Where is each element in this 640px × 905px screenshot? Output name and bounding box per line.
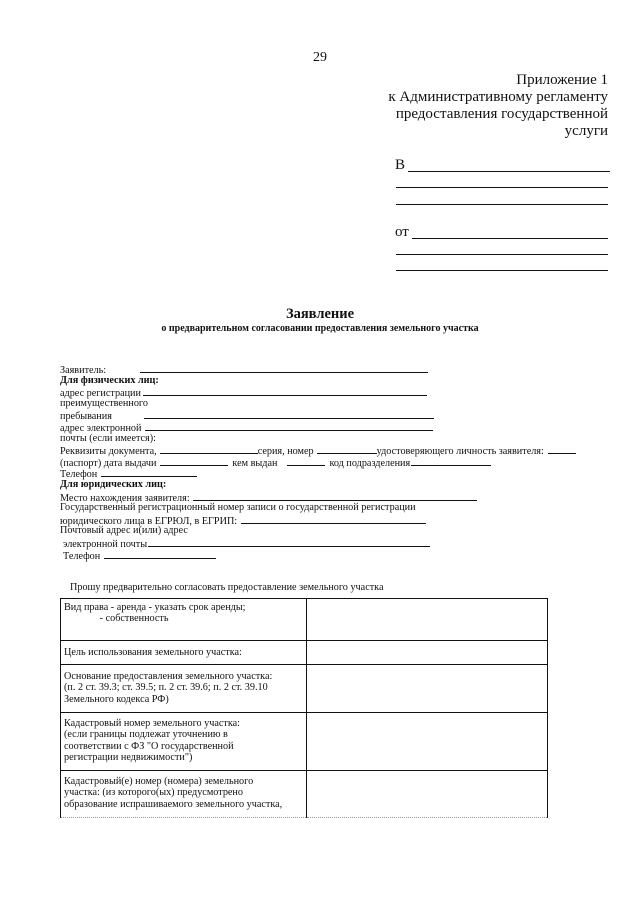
row-label-line: (если границы подлежат уточнению в	[64, 729, 228, 741]
row-label-cell	[61, 665, 307, 713]
applicant-field[interactable]	[140, 363, 428, 373]
applicant-label: Заявитель:	[60, 365, 107, 376]
table-row	[61, 713, 548, 771]
location-field[interactable]	[193, 491, 477, 501]
passport-date-field[interactable]	[160, 456, 228, 466]
row-label-line: Основание предоставления земельного участка:	[64, 671, 273, 682]
row-label-cell	[61, 713, 307, 771]
page-number: 29	[313, 50, 327, 65]
identity-field[interactable]	[548, 444, 576, 454]
division-code-field[interactable]	[411, 456, 491, 466]
appendix-line-4: услуги	[564, 123, 608, 139]
table-row	[61, 641, 548, 665]
from-field-line-3[interactable]	[396, 270, 608, 271]
table-row	[61, 599, 548, 641]
row-value-cell[interactable]	[307, 599, 548, 641]
division-code-label: код подразделения	[329, 457, 411, 469]
appendix-heading	[308, 72, 608, 140]
row-value-cell[interactable]	[307, 771, 548, 818]
legal-heading: Для юридических лиц:	[60, 478, 167, 490]
row-value-cell[interactable]	[307, 641, 548, 665]
pref-stay-label-2: пребывания	[60, 411, 112, 423]
from-field-line-1[interactable]	[412, 238, 608, 239]
series-number-field[interactable]	[317, 444, 377, 454]
doc-requisites-label: Реквизиты документа,	[60, 446, 157, 458]
state-reg-label-2: юридического лица в ЕГРЮЛ, в ЕГРИП:	[60, 515, 238, 527]
passport-date-label: (паспорт) дата выдачи	[60, 457, 157, 469]
identity-label: удостоверяющего личность заявителя:	[376, 446, 544, 458]
appendix-line-3: предоставления государственной	[395, 106, 608, 122]
document-subtitle: о предварительном согласовании предоставления земельного участка	[161, 323, 479, 334]
row-label-line: Кадастровый номер земельного участка:	[64, 718, 241, 729]
row-label-cell	[61, 771, 307, 818]
postal-label-1: Почтовый адрес и(или) адрес	[60, 525, 188, 537]
row-label-line: участка: (из которого(ых) предусмотрено	[64, 787, 243, 799]
land-plot-table	[60, 598, 548, 818]
row-value-cell[interactable]	[307, 665, 548, 713]
from-label: от	[395, 224, 409, 240]
applicant-form	[60, 363, 620, 560]
to-label: В	[395, 157, 406, 173]
row-value-cell[interactable]	[307, 713, 548, 771]
pref-stay-label-1: преимущественного	[60, 397, 148, 409]
reg-address-field[interactable]	[143, 386, 427, 396]
row-label-line: Вид права - аренда - указать срок аренды;	[64, 602, 246, 613]
row-label-cell	[61, 641, 307, 665]
doc-requisites-field[interactable]	[160, 444, 258, 454]
row-label-line: - собственность	[64, 613, 169, 625]
phone-field-2[interactable]	[104, 549, 216, 559]
row-label-line: Цель использования земельного участка:	[64, 647, 242, 658]
phone-label-2: Телефон	[63, 550, 101, 562]
phone-label: Телефон	[60, 469, 98, 481]
row-label-line: соответствии с ФЗ "О государственной	[64, 740, 234, 752]
row-label-line: Кадастровый(е) номер (номера) земельного	[64, 776, 254, 787]
email-label-2: почты (если имеется):	[60, 432, 156, 444]
postal-field[interactable]	[148, 537, 430, 547]
to-field-line-3[interactable]	[396, 204, 608, 205]
row-label-line: образование испрашиваемого земельного участка,	[64, 798, 283, 810]
to-field-line-2[interactable]	[396, 187, 608, 188]
issued-by-label: кем выдан	[232, 457, 278, 469]
state-reg-label-1: Государственный регистрационный номер записи о государственной регистрации	[60, 502, 416, 514]
row-label-line: регистрации недвижимости")	[64, 752, 193, 764]
row-label-line: Земельного кодекса РФ)	[64, 693, 169, 705]
issued-by-field[interactable]	[287, 456, 325, 466]
series-number-label: серия, номер	[257, 446, 314, 458]
phone-field[interactable]	[101, 467, 197, 477]
to-field-line-1[interactable]	[408, 171, 610, 172]
email-field[interactable]	[145, 421, 433, 431]
pref-stay-field[interactable]	[144, 409, 434, 419]
state-reg-field[interactable]	[241, 514, 426, 524]
email-label-1: адрес электронной	[60, 422, 142, 434]
appendix-line-2: к Административному регламенту	[388, 89, 608, 105]
request-text: Прошу предварительно согласовать предоставление земельного участка	[70, 582, 384, 593]
appendix-line-1: Приложение 1	[516, 72, 608, 88]
individuals-heading: Для физических лиц:	[60, 374, 159, 386]
row-label-line: (п. 2 ст. 39.3; ст. 39.5; п. 2 ст. 39.6; п. 2 ст. 39.10	[64, 682, 268, 694]
table-row	[61, 771, 548, 818]
table-row	[61, 665, 548, 713]
location-label: Место нахождения заявителя:	[60, 492, 190, 504]
row-label-cell	[61, 599, 307, 641]
postal-label-2: электронной почты	[63, 538, 148, 550]
reg-address-label: адрес регистрации	[60, 388, 141, 400]
document-title: Заявление	[285, 306, 355, 322]
from-field-line-2[interactable]	[396, 254, 608, 255]
